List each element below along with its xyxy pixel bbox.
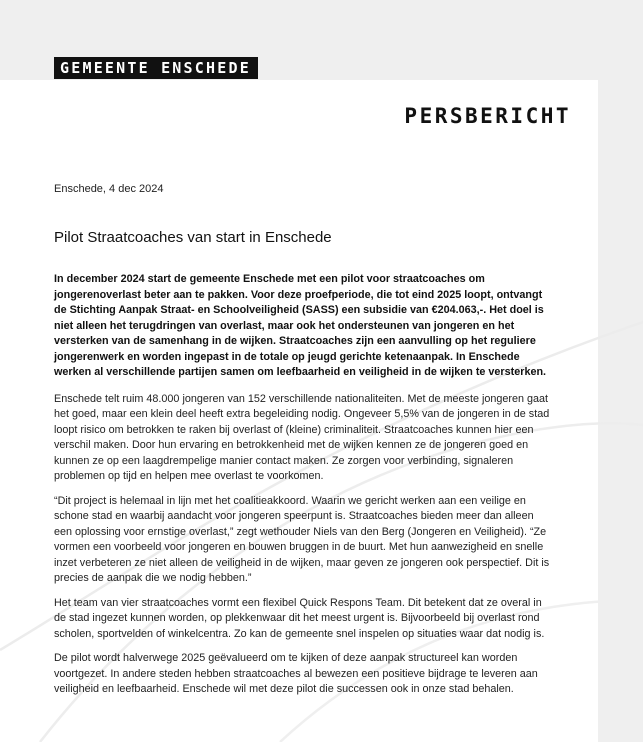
quote-paragraph: “Dit project is helemaal in lijn met het coalitieakkoord. Waarin we gericht werken aan een veilige en schone stad en waarbij aandacht voor jongeren speerpunt is. Straatcoaches bieden meer dan alleen een oplossing voor ernstige overlast,” zegt wethouder Niels van den Berg (Jongeren en Veiligheid). “Ze vormen een voorbeeld voor jongeren en bouwen bruggen in de buurt. Met hun aanwezigheid en snelle inzet verbeteren ze niet alleen de veiligheid in de wijken, maar geven ze jongeren ook perspectief. Dit is precies de aanpak die we nodig hebben.” [54,494,550,584]
body-paragraph: Enschede telt ruim 48.000 jongeren van 152 verschillende nationaliteiten. Met de meeste jongeren gaat het goed, maar een klein deel heeft extra begeleiding nodig. Ongeveer 5,5% van de jongeren in de stad loopt risico om betrokken te raken bij overlast of (kleine) criminaliteit. Straatcoaches kunnen hier een verschil maken. Door hun ervaring en betrokkenheid met de wijken kennen ze de jongeren goed en kunnen ze op een laagdrempelige manier contact maken. Ze zorgen voor verbinding, signaleren problemen op tijd en helpen mee overlast te voorkomen. [54,392,550,482]
press-release-body [54,272,554,707]
dateline: Enschede, 4 dec 2024 [54,183,164,195]
body-paragraph: Het team van vier straatcoaches vormt een flexibel Quick Respons Team. Dit betekent dat ze overal in de stad ingezet kunnen worden, op plekkenwaar dit het meest urgent is. Bijvoorbeeld bij overlast rond scholen, sportvelden of winkelcentra. Zo kan de gemeente snel inspelen op situaties waar dat nodig is. [54,596,545,640]
lead-paragraph: In december 2024 start de gemeente Enschede met een pilot voor straatcoaches om jongerenoverlast beter aan te pakken. Voor deze proefperiode, die tot eind 2025 loopt, ontvangt de Stichting Aanpak Straat- en Schoolveiligheid (SASS) een subsidie van €204.063,-. Het doel is niet alleen het terugdringen van overlast, maar ook het ondersteunen van jongeren en het versterken van de samenhang in de wijken. Straatcoaches zijn een aanvulling op het reguliere jongerenwerk en worden ingepast in de totale op jeugd gerichte ketenaanpak. In Enschede werken al verschillende partijen samen om leefbaarheid en veiligheid in de wijken te versterken. [54,273,547,378]
body-paragraph: De pilot wordt halverwege 2025 geëvalueerd om te kijken of deze aanpak structureel kan worden voortgezet. In andere steden hebben straatcoaches al bewezen een positieve bijdrage te leveren aan veiligheid en leefbaarheid. Enschede wil met deze pilot die successen ook in onze stad behalen. [54,652,538,695]
document-type-heading: PERSBERICHT [404,104,571,128]
press-release-title: Pilot Straatcoaches van start in Enschede [54,229,332,246]
right-margin-band [598,80,643,742]
municipality-logo: GEMEENTE ENSCHEDE [54,57,258,79]
